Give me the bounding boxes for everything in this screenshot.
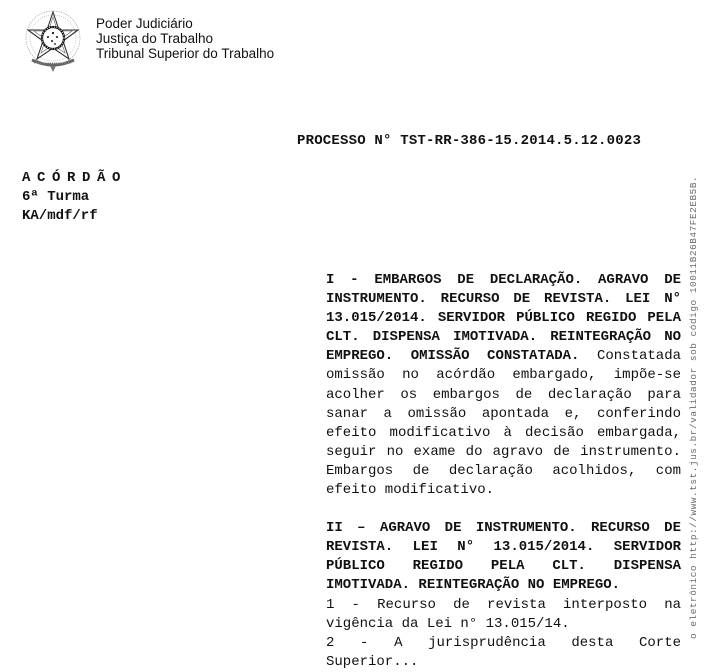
summary-item-2-body-2: 2 - A jurisprudência desta Corte Superior... bbox=[326, 634, 681, 670]
header-line-3: Tribunal Superior do Trabalho bbox=[96, 45, 275, 61]
summary-section bbox=[326, 271, 681, 672]
decision-title: ACÓRDÃO bbox=[22, 170, 128, 186]
panel-name: 6ª Turma bbox=[22, 189, 90, 205]
brazil-coat-of-arms-icon bbox=[22, 8, 84, 74]
summary-item-2-heading: II – AGRAVO DE INSTRUMENTO. RECURSO DE REVISTA. LEI N° 13.015/2014. SERVIDOR PÚBLICO REGIDO PELA CLT. DISPENSA IMOTIVADA. REINTEGRAÇÃO NO EMPREGO. bbox=[326, 520, 681, 594]
court-name bbox=[96, 16, 274, 61]
header-line-1: Poder Judiciário bbox=[96, 15, 193, 31]
validation-note: o eletrônico http://www.tst.jus.br/validador sob código 10011B26B47FE2EB5B. bbox=[688, 175, 699, 639]
author-initials: KA/mdf/rf bbox=[22, 208, 98, 224]
process-number: PROCESSO N° TST-RR-386-15.2014.5.12.0023 bbox=[297, 133, 642, 149]
summary-item-1 bbox=[326, 271, 681, 500]
decision-meta bbox=[22, 169, 127, 226]
summary-item-1-body: Constatada omissão no acórdão embargado, impõe-se acolher os embargos de declaração para sanar a omissão apontada e, conferindo efeito modificativo à decisão embargada, seguir no exame do agravo de instrumento. Embargos de declaração acolhidos, com efeito modificativo. bbox=[326, 348, 681, 499]
summary-item-1-heading: I - EMBARGOS DE DECLARAÇÃO. AGRAVO DE INSTRUMENTO. RECURSO DE REVISTA. LEI N° 13.015/2014. SERVIDOR PÚBLICO REGIDO PELA CLT. DISPENSA IMOTIVADA. REINTEGRAÇÃO NO EMPREGO. OMISSÃO CONSTATADA. bbox=[326, 272, 681, 365]
summary-item-2 bbox=[326, 519, 681, 672]
header-line-2: Justiça do Trabalho bbox=[96, 30, 214, 46]
summary-item-2-body-1: 1 - Recurso de revista interposto na vigência da Lei n° 13.015/14. bbox=[326, 596, 681, 632]
document-header bbox=[22, 8, 274, 74]
